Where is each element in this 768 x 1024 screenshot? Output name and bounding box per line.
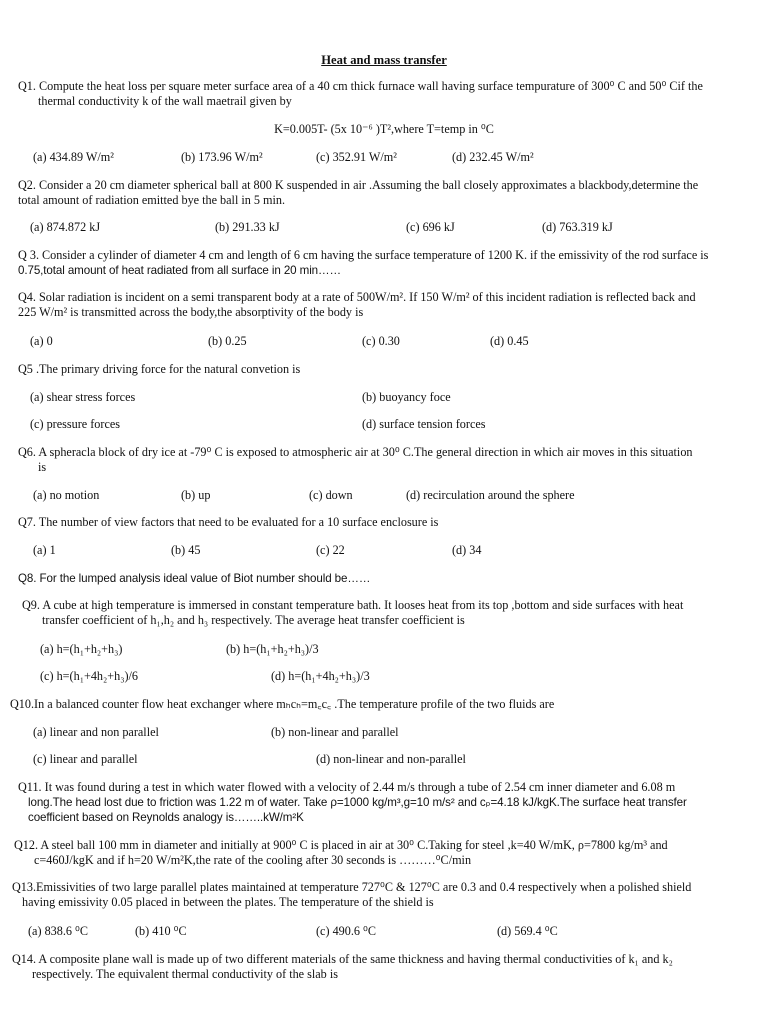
question-11-line-1: Q11. It was found during a test in which water flowed with a velocity of 2.44 m/s through a tube of 2.54 cm inner diameter and 6.08 m: [18, 780, 676, 794]
q2-option-d: (d) 763.319 kJ: [542, 220, 613, 234]
q13-option-c: (c) 490.6 ⁰C: [316, 924, 377, 938]
question-9-line-1: Q9. A cube at high temperature is immersed in constant temperature bath. It looses heat from its top ,bottom and side surfaces with heat: [22, 598, 684, 612]
question-3-line-2: 0.75,total amount of heat radiated from all surface in 20 min……: [18, 264, 342, 277]
q13-option-d: (d) 569.4 ⁰C: [497, 924, 558, 938]
q2-option-b: (b) 291.33 kJ: [215, 220, 280, 234]
question-7: [18, 515, 728, 530]
question-13-line-2: having emissivity 0.05 placed in between the plates. The temperature of the shield is: [22, 895, 434, 909]
q2-option-a: (a) 874.872 kJ: [30, 220, 101, 234]
q5-option-d: (d) surface tension forces: [362, 417, 486, 431]
question-11: [18, 780, 728, 825]
q9-option-c: (c) h=(h₁+4h₂+h₃)/6: [40, 669, 139, 683]
page-title: Heat and mass transfer: [321, 53, 447, 67]
question-11-line-3: coefficient based on Reynolds analogy is……..kW/m²K: [28, 811, 304, 824]
question-5: [18, 362, 728, 377]
q7-option-c: (c) 22: [316, 543, 345, 557]
q9-option-d: (d) h=(h₁+4h₂+h₃)/3: [271, 669, 370, 683]
question-2-line-2: total amount of radiation emitted bye the ball in 5 min.: [18, 193, 286, 207]
q4-option-a: (a) 0: [30, 334, 53, 348]
q1-option-d: (d) 232.45 W/m²: [452, 150, 534, 164]
q6-option-b: (b) up: [181, 488, 211, 502]
question-9-line-2: transfer coefficient of h₁,h₂ and h₃ respectively. The average heat transfer coefficient is: [42, 613, 465, 627]
q13-option-a: (a) 838.6 ⁰C: [28, 924, 89, 938]
q5-option-b: (b) buoyancy foce: [362, 390, 451, 404]
question-6: [18, 445, 728, 475]
question-1: [18, 79, 728, 109]
question-14-line-2: respectively. The equivalent thermal conductivity of the slab is: [32, 967, 338, 981]
question-9: [22, 598, 732, 628]
q10-option-b: (b) non-linear and parallel: [271, 725, 399, 739]
question-2: [18, 178, 728, 208]
q5-option-a: (a) shear stress forces: [30, 390, 136, 404]
q10-option-c: (c) linear and parallel: [33, 752, 138, 766]
question-6-line-2: is: [38, 460, 47, 474]
q4-option-b: (b) 0.25: [208, 334, 247, 348]
question-4-line-1: Q4. Solar radiation is incident on a semi transparent body at a rate of 500W/m². If 150 W/m² of this incident radiation is reflected back and: [18, 290, 696, 304]
q9-option-a: (a) h=(h₁+h₂+h₃): [40, 642, 123, 656]
q1-option-b: (b) 173.96 W/m²: [181, 150, 263, 164]
question-5-line-1: Q5 .The primary driving force for the natural convetion is: [18, 362, 301, 376]
question-10-line-1: Q10.In a balanced counter flow heat exchanger where mₕcₕ=m꜀c꜀ .The temperature profile of the two fluids are: [10, 697, 555, 711]
q10-option-d: (d) non-linear and non-parallel: [316, 752, 466, 766]
question-3: [18, 248, 728, 278]
q10-option-a: (a) linear and non parallel: [33, 725, 159, 739]
question-7-line-1: Q7. The number of view factors that need to be evaluated for a 10 surface enclosure is: [18, 515, 439, 529]
q4-option-d: (d) 0.45: [490, 334, 529, 348]
question-6-line-1: Q6. A spheracla block of dry ice at -79⁰ C is exposed to atmospheric air at 30⁰ C.The general direction in which air moves in this situation: [18, 445, 693, 459]
question-12-line-2: c=460J/kgK and if h=20 W/m²K,the rate of the cooling after 30 seconds is ………⁰C/min: [34, 853, 472, 867]
q1-option-a: (a) 434.89 W/m²: [33, 150, 114, 164]
question-14: [12, 952, 722, 982]
q7-option-b: (b) 45: [171, 543, 201, 557]
q13-option-b: (b) 410 ⁰C: [135, 924, 187, 938]
q7-option-a: (a) 1: [33, 543, 56, 557]
question-2-line-1: Q2. Consider a 20 cm diameter spherical ball at 800 K suspended in air .Assuming the ball closely approximates a blackbody,determine the: [18, 178, 699, 192]
q6-option-d: (d) recirculation around the sphere: [406, 488, 575, 502]
q9-option-b: (b) h=(h₁+h₂+h₃)/3: [226, 642, 319, 656]
question-12: [14, 838, 724, 868]
question-4: [18, 290, 728, 320]
question-8-line-1: Q8. For the lumped analysis ideal value of Biot number should be……: [18, 572, 371, 585]
question-1-line-2: thermal conductivity k of the wall maetrail given by: [38, 94, 292, 108]
q5-option-c: (c) pressure forces: [30, 417, 121, 431]
q7-option-d: (d) 34: [452, 543, 482, 557]
q4-option-c: (c) 0.30: [362, 334, 400, 348]
question-11-line-2: long.The head lost due to friction was 1.22 m of water. Take ρ=1000 kg/m³,g=10 m/s² and cₚ=4.18 kJ/kgK.The surface heat transfer: [28, 796, 687, 809]
question-3-line-1: Q 3. Consider a cylinder of diameter 4 cm and length of 6 cm having the surface temperature of 1200 K. if the emissivity of the rod surface is: [18, 248, 709, 262]
question-1-formula: K=0.005T- (5x 10⁻⁶ )T²,where T=temp in ⁰C: [274, 122, 494, 136]
question-8: [18, 571, 728, 586]
q1-option-c: (c) 352.91 W/m²: [316, 150, 397, 164]
question-13: [12, 880, 722, 910]
q6-option-c: (c) down: [309, 488, 353, 502]
question-10: [10, 697, 720, 712]
q2-option-c: (c) 696 kJ: [406, 220, 455, 234]
question-1-line-1: Q1. Compute the heat loss per square meter surface area of a 40 cm thick furnace wall having surface tempurature of 300⁰ C and 50⁰ Cif the: [18, 79, 703, 93]
question-13-line-1: Q13.Emissivities of two large parallel plates maintained at temperature 727⁰C & 127⁰C are 0.3 and 0.4 respectively when a polished shield: [12, 880, 692, 894]
question-12-line-1: Q12. A steel ball 100 mm in diameter and initially at 900⁰ C is placed in air at 30⁰ C.Taking for steel ,k=40 W/mK, ρ=7800 kg/m³ and: [14, 838, 668, 852]
question-4-line-2: 225 W/m² is transmitted across the body,the absorptivity of the body is: [18, 305, 364, 319]
q6-option-a: (a) no motion: [33, 488, 100, 502]
question-14-line-1: Q14. A composite plane wall is made up of two different materials of the same thickness and having thermal conductivities of k₁ and k₂: [12, 952, 673, 966]
